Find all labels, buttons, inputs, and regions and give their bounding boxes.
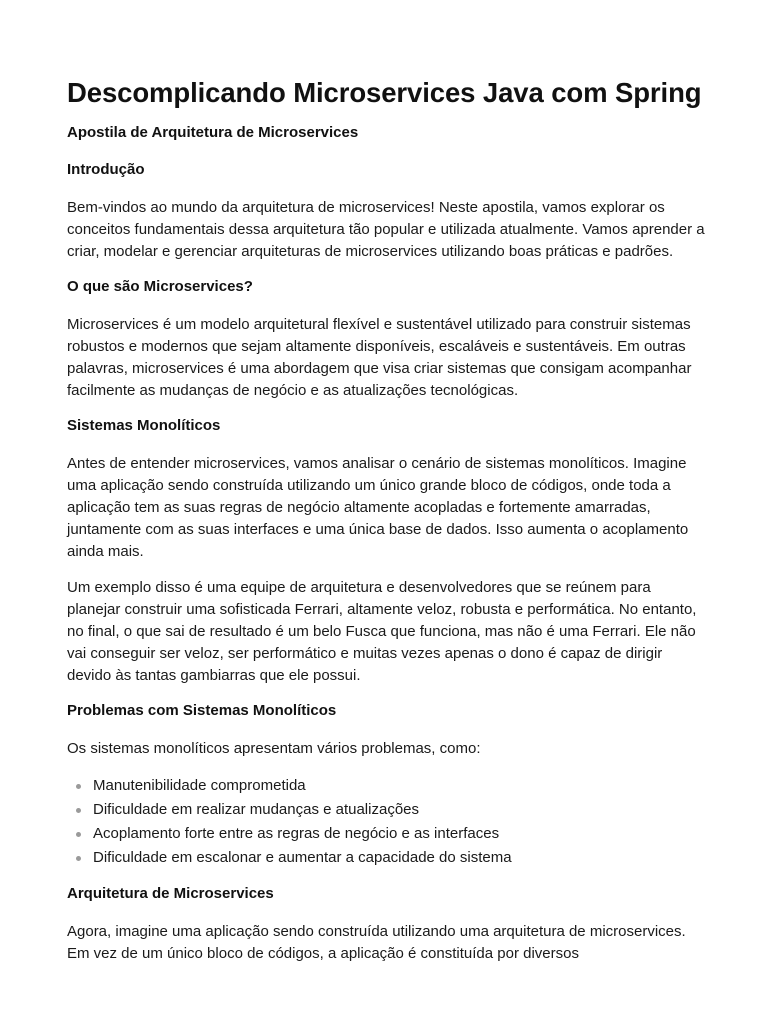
list-item-text: Manutenibilidade comprometida <box>93 777 306 794</box>
bullet-icon <box>76 808 81 813</box>
list-item <box>67 822 707 846</box>
document-subtitle: Apostila de Arquitetura de Microservices <box>67 124 359 141</box>
bullet-icon <box>76 856 81 861</box>
document-page <box>67 76 707 979</box>
section-heading-sistemas-monoliticos: Sistemas Monolíticos <box>67 417 221 434</box>
list-item-text: Acoplamento forte entre as regras de negócio e as interfaces <box>93 825 500 842</box>
paragraph: Antes de entender microservices, vamos analisar o cenário de sistemas monolíticos. Imagine uma aplicação sendo construída utilizando um único grande bloco de códigos, onde toda a aplicação tem as suas regras de negócio altamente acopladas e fortemente amarradas, juntamente com as suas interfaces e uma única base de dados. Isso aumenta o acoplamento ainda mais. <box>67 455 689 560</box>
list-item-text: Dificuldade em escalonar e aumentar a capacidade do sistema <box>93 849 512 866</box>
bullet-icon <box>76 832 81 837</box>
section-heading-introducao: Introdução <box>67 161 145 178</box>
section-heading-o-que-sao: O que são Microservices? <box>67 278 253 295</box>
list-item-text: Dificuldade em realizar mudanças e atualizações <box>93 801 420 818</box>
section-heading-arquitetura: Arquitetura de Microservices <box>67 885 274 902</box>
paragraph: Agora, imagine uma aplicação sendo construída utilizando uma arquitetura de microservices. Em vez de um único bloco de códigos, a aplicação é constituída por diversos <box>67 923 686 962</box>
list-item <box>67 774 707 798</box>
list-item <box>67 846 707 870</box>
paragraph: Microservices é um modelo arquitetural flexível e sustentável utilizado para construir sistemas robustos e modernos que sejam altamente disponíveis, escaláveis e sustentáveis. Em outras palavras, microservices é uma abordagem que visa criar sistemas que consigam acompanhar facilmente as mudanças de negócio e as atualizações tecnológicas. <box>67 316 692 399</box>
paragraph: Os sistemas monolíticos apresentam vários problemas, como: <box>67 740 481 757</box>
document-title: Descomplicando Microservices Java com Spring <box>67 77 702 108</box>
list-item <box>67 798 707 822</box>
section-heading-problemas: Problemas com Sistemas Monolíticos <box>67 702 337 719</box>
paragraph: Um exemplo disso é uma equipe de arquitetura e desenvolvedores que se reúnem para planejar construir uma sofisticada Ferrari, altamente veloz, robusta e performática. No entanto, no final, o que sai de resultado é um belo Fusca que funciona, mas não é uma Ferrari. Ele não vai conseguir ser veloz, ser performático e muitas vezes apenas o dono é capaz de dirigir devido às tantas gambiarras que ele possui. <box>67 579 697 684</box>
paragraph: Bem-vindos ao mundo da arquitetura de microservices! Neste apostila, vamos explorar os conceitos fundamentais dessa arquitetura tão popular e utilizada atualmente. Vamos aprender a criar, modelar e gerenciar arquiteturas de microservices utilizando boas práticas e padrões. <box>67 199 705 260</box>
problems-list <box>67 774 707 870</box>
bullet-icon <box>76 784 81 789</box>
